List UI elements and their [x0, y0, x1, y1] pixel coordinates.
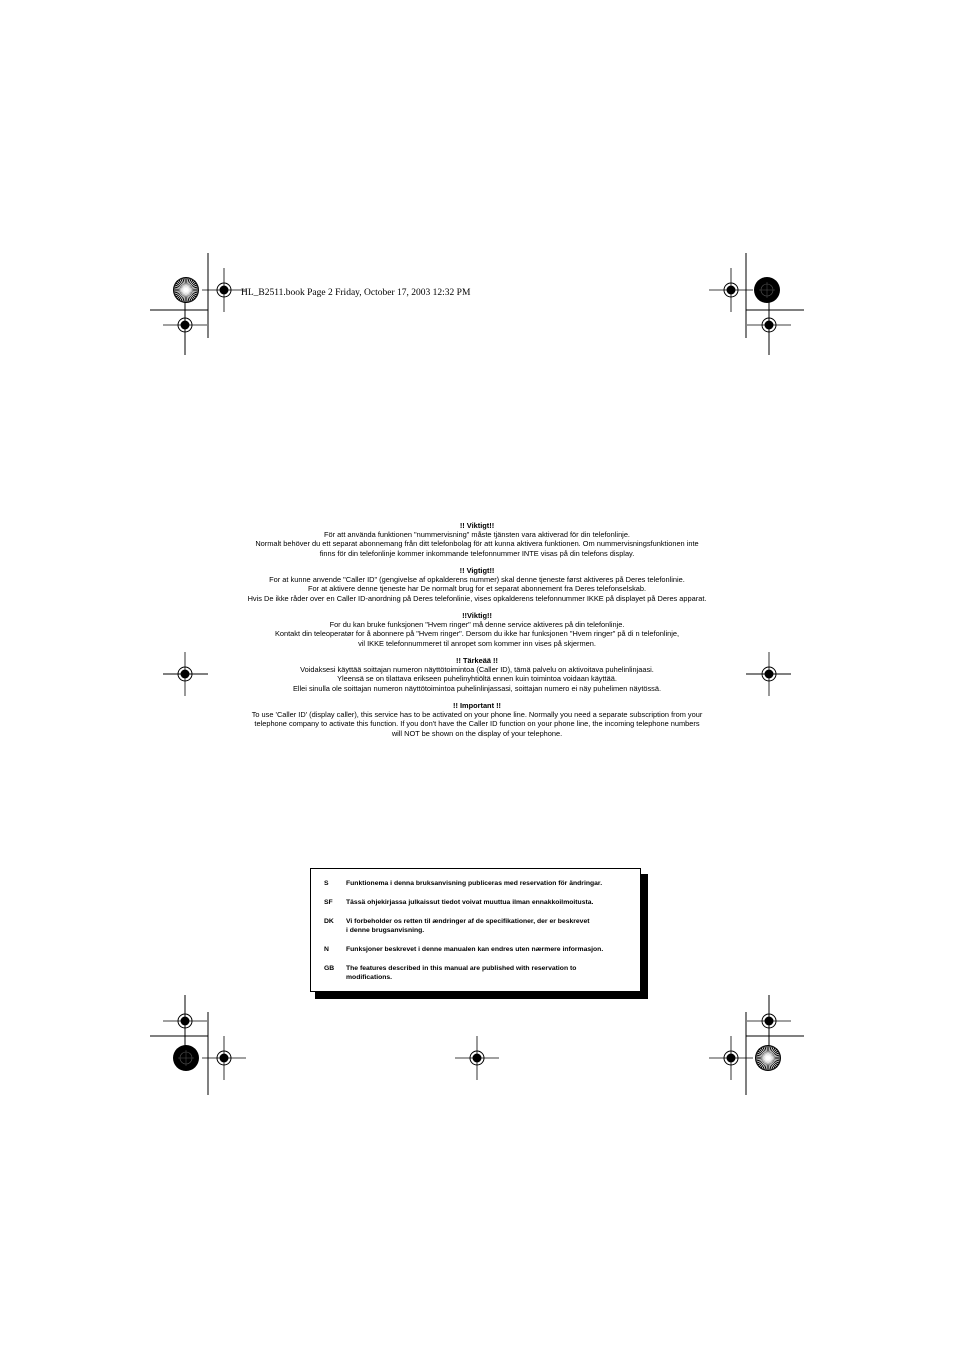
- reservation-row-gb: [324, 964, 631, 982]
- notice-swedish: [232, 521, 722, 558]
- notice-line: Normalt behöver du ett separat abonnemang från ditt telefonbolag för att kunna aktivera funktionen. Om nummervisningsfunktionen inte: [255, 539, 699, 549]
- registration-target: [747, 652, 791, 696]
- notice-line: To use 'Caller ID' (display caller), this service has to be activated on your phone line. Normally you need a separate subscription from your: [251, 710, 703, 720]
- registration-target: [202, 1036, 246, 1080]
- notice-english: [232, 701, 722, 738]
- notice-line: For at kunne anvende "Caller ID" (gengivelse af opkalderens nummer) skal denne tjeneste først aktiveres på Deres telefonlinie.: [269, 575, 685, 585]
- language-code: N: [324, 946, 329, 953]
- registration-target: [455, 1036, 499, 1080]
- notice-danish: [232, 566, 722, 603]
- reservation-row-dk: [324, 917, 631, 935]
- notice-finnish: [232, 656, 722, 693]
- notice-line: Voidaksesi käyttää soittajan numeron näyttötoimintoa (Caller ID), tämä palvelu on aktivoitava puhelinlinjaasi.: [300, 665, 654, 675]
- notice-line: Hvis De ikke råder over en Caller ID-anordning på Deres telefonlinie, vises opkalderens telefonnummer IKKE på displayet på Deres apparat.: [247, 593, 707, 603]
- registration-target: [202, 268, 246, 312]
- reservation-text: Tässä ohjekirjassa julkaissut tiedot voivat muuttua ilman ennakkoilmoitusta.: [346, 899, 594, 906]
- notice-line: For at aktivere denne tjeneste har De normalt brug for et separat abonnement fra Deres telefonselskab.: [307, 584, 647, 594]
- reservation-text: Funksjoner beskrevet i denne manualen kan endres uten nærmere informasjon.: [346, 946, 604, 953]
- notice-line: Yleensä se on tilattava erikseen puhelinyhtiöltä ennen kuin toimintoa voidaan käyttää.: [337, 674, 617, 684]
- notice-line: telephone company to activate this function. If you don't have the Caller ID function on your phone line, the incoming telephone numbers: [254, 719, 700, 729]
- star-target: [755, 1045, 781, 1071]
- language-code: S: [324, 880, 329, 887]
- reservation-box: [310, 868, 641, 992]
- notice-line: finns för din telefonlinje kommer inkommande telefonnummer INTE visas på din telefons display.: [319, 548, 635, 558]
- book-header: HL_B2511.book Page 2 Friday, October 17, 2003 12:32 PM: [241, 288, 471, 298]
- language-code: SF: [324, 899, 333, 906]
- reservation-row-sf: [324, 898, 631, 907]
- language-code: GB: [324, 965, 335, 972]
- reservation-text: The features described in this manual are published with reservation to modifications.: [346, 965, 577, 982]
- notice-heading: !! Vigtigt!!: [459, 566, 495, 575]
- registration-target: [163, 652, 207, 696]
- dot-target: [754, 277, 780, 303]
- notice-line: För att använda funktionen "nummervisning" måste tjänsten vara aktiverad för din telefonlinje.: [324, 530, 630, 540]
- notice-norwegian: [232, 611, 722, 648]
- notice-line: For du kan bruke funksjonen "Hvem ringer" må denne service aktiveres på din telefonlinje.: [329, 620, 625, 630]
- notice-heading: !! Important !!: [452, 701, 502, 710]
- notice-heading: !! Tärkeää !!: [456, 656, 498, 665]
- reservation-row-n: [324, 945, 631, 954]
- notice-line: vil IKKE telefonnummeret til anropet som kommer inn vises på skjermen.: [358, 638, 596, 648]
- dot-target: [173, 1045, 199, 1071]
- language-code: DK: [324, 918, 334, 925]
- notice-heading: !!Viktig!!: [462, 611, 492, 620]
- notice-heading: !! Viktigt!!: [459, 521, 495, 530]
- reservation-row-s: [324, 879, 631, 888]
- notice-line: Kontakt din teleoperatør for å abonnere på "Hvem ringer". Dersom du ikke har funksjonen "Hvem ringer" på di n telefonlinje,: [274, 629, 680, 639]
- notice-line: Ellei sinulla ole soittajan numeron näyttötoimintoa puhelinlinjassasi, soittajan numero ei näy puhelimen näytössä.: [292, 683, 662, 693]
- notice-line: will NOT be shown on the display of your telephone.: [391, 728, 563, 738]
- star-target: [173, 277, 199, 303]
- reservation-text: Funktionema i denna bruksanvisning publiceras med reservation för ändringar.: [346, 880, 603, 887]
- reservation-text: Vi forbeholder os retten til ændringer af de specifikationer, der er beskrevet i denne brugsanvisning.: [346, 918, 590, 935]
